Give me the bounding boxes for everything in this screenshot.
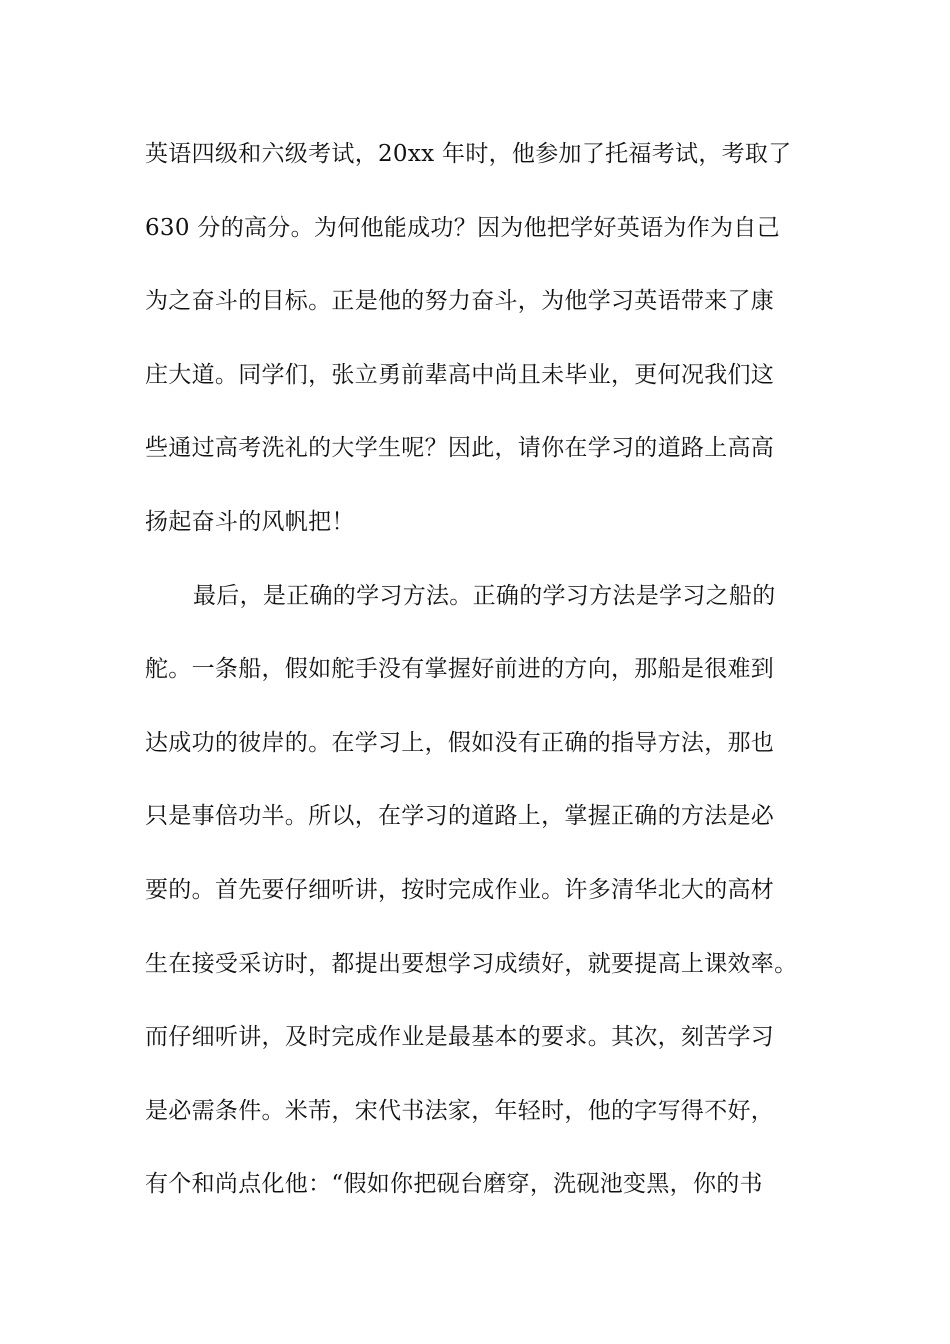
text-line: 扬起奋斗的风帆把！ <box>145 508 355 535</box>
text-line: 英语四级和六级考试，20xx 年时，他参加了托福考试，考取了 <box>145 141 792 167</box>
text-line: 为之奋斗的目标。正是他的努力奋斗，为他学习英语带来了康 <box>145 288 775 315</box>
text-line: 只是事倍功半。所以，在学习的道路上，掌握正确的方法是必 <box>145 803 775 830</box>
text-line: 要的。首先要仔细听讲，按时完成作业。许多清华北大的高材 <box>145 876 775 903</box>
text-line: 舵。一条船，假如舵手没有掌握好前进的方向，那船是很难到 <box>145 656 775 683</box>
paragraph-start-line: 最后，是正确的学习方法。正确的学习方法是学习之船的 <box>193 582 776 609</box>
text-line: 庄大道。同学们，张立勇前辈高中尚且未毕业，更何况我们这 <box>145 361 775 388</box>
text-line: 是必需条件。米芾，宋代书法家，年轻时，他的字写得不好， <box>145 1097 775 1124</box>
text-line: 有个和尚点化他：“假如你把砚台磨穿，洗砚池变黑，你的书 <box>145 1171 763 1198</box>
text-line: 些通过高考洗礼的大学生呢？因此，请你在学习的道路上高高 <box>145 435 775 462</box>
text-line: 而仔细听讲，及时完成作业是最基本的要求。其次，刻苦学习 <box>145 1024 775 1051</box>
text-line: 630 分的高分。为何他能成功？因为他把学好英语为作为自己 <box>145 214 780 241</box>
text-line: 达成功的彼岸的。在学习上，假如没有正确的指导方法，那也 <box>145 729 775 756</box>
document-body <box>145 131 825 1235</box>
text-line: 生在接受采访时，都提出要想学习成绩好，就要提高上课效率。 <box>145 950 798 977</box>
